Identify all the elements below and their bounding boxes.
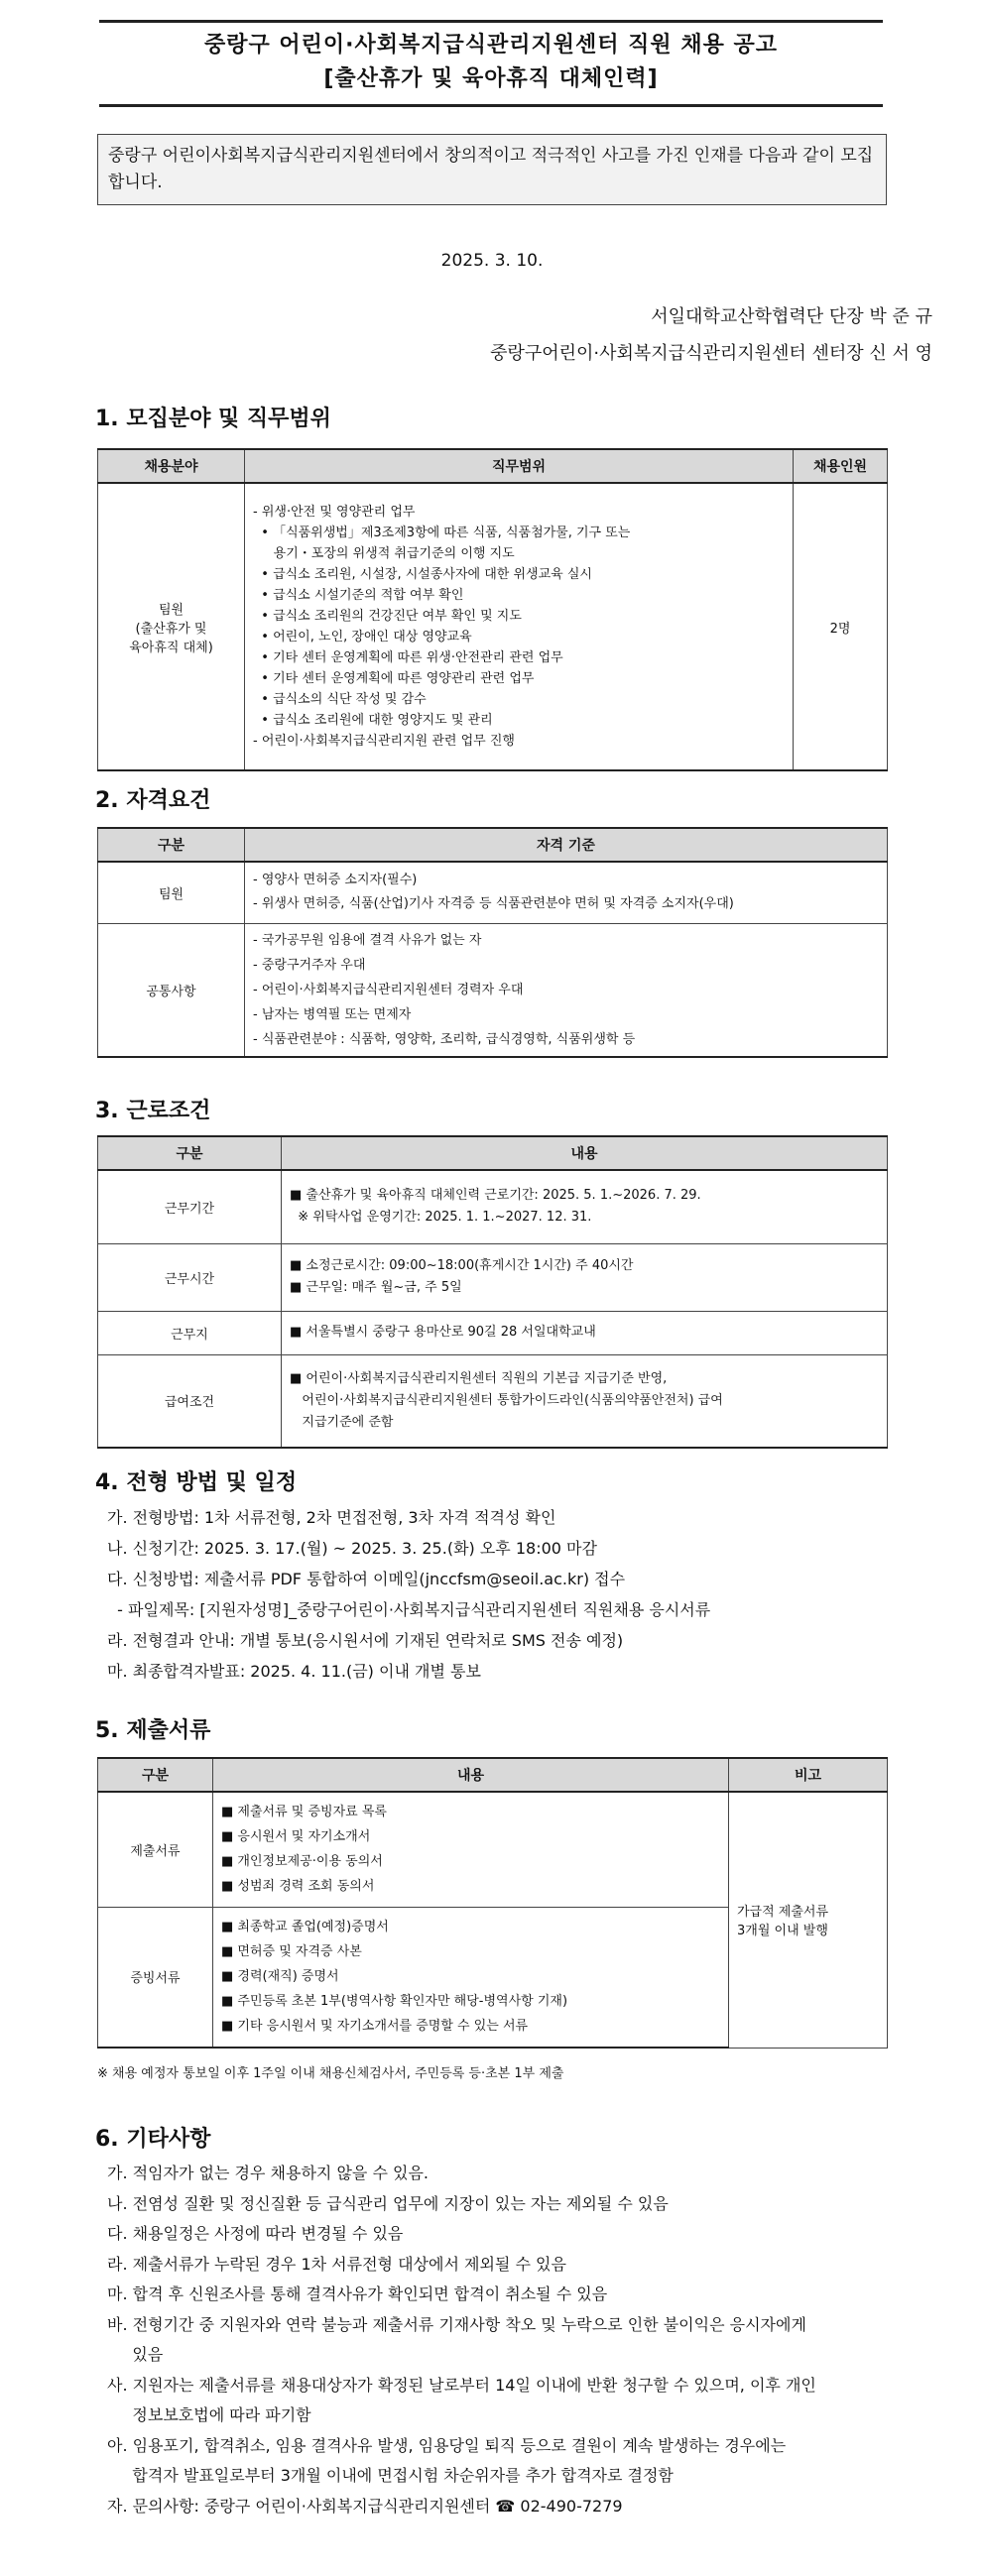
note-item: 정보보호법에 따라 파기함 [107, 2405, 311, 2424]
cond-label: 근무지 [98, 1311, 282, 1354]
other-notes-list [107, 2159, 816, 2521]
section-1-title: 1. 모집분야 및 직무범위 [95, 407, 331, 431]
duty-item: • 기타 센터 운영계획에 따른 영양관리 관련 업무 [253, 671, 535, 686]
header-count: 채용인원 [794, 449, 888, 483]
qualification-item: - 어린이·사회복지급식관리지원센터 경력자 우대 [253, 982, 524, 997]
document-item: ■ 성범죄 경력 조회 동의서 [221, 1879, 375, 1895]
duty-item: - 어린이·사회복지급식관리지원 관련 업무 진행 [253, 734, 515, 749]
duty-item: • 급식소 시설기준의 적합 여부 확인 [253, 588, 464, 603]
title-line-1: 중랑구 어린이·사회복지급식관리지원센터 직원 채용 공고 [203, 33, 779, 58]
qualification-item: - 위생사 면허증, 식품(산업)기사 자격증 등 식품관련분야 면허 및 자격증 소지자(우대) [253, 896, 734, 912]
document-title [99, 20, 883, 107]
header-duties: 직무범위 [245, 449, 794, 483]
section-2-title: 2. 자격요건 [95, 788, 211, 813]
signer-1: 서일대학교산학협력단 단장 박 준 규 [651, 306, 932, 327]
condition-item: 어린이·사회복지급식관리지원센터 통합가이드라인(식품의약품안전처) 급여 [290, 1392, 723, 1408]
header-category: 구분 [98, 1758, 213, 1792]
document-item: ■ 주민등록 초본 1부(병역사항 확인자만 해당-병역사항 기재) [221, 1994, 568, 2010]
count-cell: 2명 [794, 483, 888, 770]
condition-item: ■ 소정근로시간: 09:00~18:00(휴게시간 1시간) 주 40시간 [290, 1258, 634, 1273]
document-item: ■ 기타 응시원서 및 자기소개서를 증명할 수 있는 서류 [221, 2019, 529, 2035]
header-category: 구분 [98, 828, 245, 862]
section-5-title: 5. 제출서류 [95, 1718, 211, 1743]
title-line-2: [출산휴가 및 육아휴직 대체인력] [323, 66, 659, 91]
duty-item: 용기・포장의 위생적 취급기준의 이행 지도 [253, 546, 515, 561]
header-remark: 비고 [729, 1758, 888, 1792]
qual-label: 팀원 [98, 862, 245, 923]
duty-item: • 급식소 조리원에 대한 영양지도 및 관리 [253, 713, 493, 728]
conditions-table [97, 1135, 888, 1449]
condition-item: 지급기준에 준함 [290, 1414, 394, 1430]
duties-cell [245, 483, 794, 770]
duty-item: • 「식품위생법」제3조제3항에 따른 식품, 식품첨가물, 기구 또는 [253, 526, 631, 540]
doc-label: 제출서류 [98, 1792, 213, 1907]
selection-item: 다. 신청방법: 제출서류 PDF 통합하여 이메일(jnccfsm@seoil.ac.kr) 접수 [107, 1570, 626, 1588]
duty-item: • 급식소의 식단 작성 및 감수 [253, 692, 427, 707]
note-item: 바. 전형기간 중 지원자와 연락 불능과 제출서류 기재사항 착오 및 누락으로 인한 불이익은 응시자에게 [107, 2314, 806, 2334]
note-item: 있음 [107, 2345, 164, 2364]
intro-box: 중랑구 어린이사회복지급식관리지원센터에서 창의적이고 적극적인 사고를 가진 인재를 다음과 같이 모집합니다. [97, 134, 887, 205]
duty-item: • 어린이, 노인, 장애인 대상 영양교육 [253, 630, 472, 644]
selection-item: 마. 최종합격자발표: 2025. 4. 11.(금) 이내 개별 통보 [107, 1662, 481, 1681]
document-item: ■ 경력(재직) 증명서 [221, 1969, 339, 1985]
notice-date: 2025. 3. 10. [440, 251, 544, 271]
condition-item: ※ 위탁사업 운영기간: 2025. 1. 1.~2027. 12. 31. [290, 1210, 592, 1226]
document-item: ■ 면허증 및 자격증 사본 [221, 1944, 362, 1960]
note-item: 마. 합격 후 신원조사를 통해 결격사유가 확인되면 합격이 취소될 수 있음 [107, 2284, 608, 2303]
condition-item: ■ 어린이·사회복지급식관리지원센터 직원의 기본급 지급기준 반영, [290, 1370, 668, 1386]
documents-table [97, 1757, 888, 2049]
duty-item: • 기타 센터 운영계획에 따른 위생·안전관리 관련 업무 [253, 650, 563, 665]
documents-note: ※ 채용 예정자 통보일 이후 1주일 이내 채용신체검사서, 주민등록 등·초본 1부 제출 [97, 2066, 564, 2081]
remark-cell: 가급적 제출서류 3개월 이내 발행 [729, 1792, 888, 2048]
document-item: ■ 제출서류 및 증빙자료 목록 [221, 1805, 387, 1820]
note-item: 나. 전염성 질환 및 정신질환 등 급식관리 업무에 지장이 있는 자는 제외될 수 있음 [107, 2193, 669, 2213]
document-item: ■ 개인정보제공·이용 동의서 [221, 1854, 383, 1870]
field-cell: 팀원 (출산휴가 및 육아휴직 대체) [98, 483, 245, 770]
document-item: ■ 최종학교 졸업(예정)증명서 [221, 1920, 389, 1935]
note-item: 가. 적임자가 없는 경우 채용하지 않을 수 있음. [107, 2164, 429, 2182]
selection-item: 가. 전형방법: 1차 서류전형, 2차 면접전형, 3차 자격 적격성 확인 [107, 1508, 556, 1527]
duty-item: - 위생·안전 및 영양관리 업무 [253, 505, 416, 520]
selection-list [107, 1502, 710, 1687]
section-4-title: 4. 전형 방법 및 일정 [95, 1470, 298, 1495]
condition-item: ■ 서울특별시 중랑구 용마산로 90길 28 서일대학교내 [290, 1325, 596, 1340]
selection-item: - 파일제목: [지원자성명]_중랑구어린이·사회복지급식관리지원센터 직원채용 응시서류 [107, 1600, 711, 1619]
note-item: 합격자 발표일로부터 3개월 이내에 면접시험 차순위자를 추가 합격자로 결정함 [107, 2466, 674, 2485]
condition-item: ■ 출산휴가 및 육아휴직 대체인력 근로기간: 2025. 5. 1.~2026. 7. 29. [290, 1188, 701, 1204]
qualification-item: - 식품관련분야 : 식품학, 영양학, 조리학, 급식경영학, 식품위생학 등 [253, 1031, 636, 1047]
qualification-item: - 중랑구거주자 우대 [253, 957, 366, 973]
cond-label: 근무기간 [98, 1170, 282, 1243]
recruitment-table [97, 448, 888, 771]
duty-item: • 급식소 조리원의 건강진단 여부 확인 및 지도 [253, 609, 522, 624]
duty-item: • 급식소 조리원, 시설장, 시설종사자에 대한 위생교육 실시 [253, 567, 592, 582]
note-item: 아. 임용포기, 합격취소, 임용 결격사유 발생, 임용당일 퇴직 등으로 결원이 계속 발생하는 경우에는 [107, 2435, 787, 2455]
qualification-table [97, 827, 888, 1058]
qualification-item: - 영양사 면허증 소지자(필수) [253, 873, 418, 888]
selection-item: 나. 신청기간: 2025. 3. 17.(월) ~ 2025. 3. 25.(화) 오후 18:00 마감 [107, 1539, 597, 1558]
document-item: ■ 응시원서 및 자기소개서 [221, 1829, 371, 1845]
note-item: 사. 지원자는 제출서류를 채용대상자가 확정된 날로부터 14일 이내에 반환 청구할 수 있으며, 이후 개인 [107, 2375, 816, 2395]
section-6-title: 6. 기타사항 [95, 2127, 211, 2152]
selection-item: 라. 전형결과 안내: 개별 통보(응시원서에 기재된 연락처로 SMS 전송 예정) [107, 1631, 624, 1650]
note-item: 라. 제출서류가 누락된 경우 1차 서류전형 대상에서 제외될 수 있음 [107, 2254, 566, 2274]
header-category: 구분 [98, 1136, 282, 1170]
header-criteria: 자격 기준 [245, 828, 888, 862]
qual-label: 공통사항 [98, 923, 245, 1057]
qualification-item: - 남자는 병역필 또는 면제자 [253, 1006, 412, 1022]
header-field: 채용분야 [98, 449, 245, 483]
cond-label: 근무시간 [98, 1243, 282, 1311]
header-content: 내용 [282, 1136, 888, 1170]
section-3-title: 3. 근로조건 [95, 1099, 211, 1123]
condition-item: ■ 근무일: 매주 월~금, 주 5일 [290, 1280, 462, 1295]
cond-label: 급여조건 [98, 1354, 282, 1448]
note-item: 다. 채용일정은 사정에 따라 변경될 수 있음 [107, 2224, 404, 2243]
qualification-item: - 국가공무원 임용에 결격 사유가 없는 자 [253, 932, 482, 948]
signer-2: 중랑구어린이·사회복지급식관리지원센터 센터장 신 서 영 [490, 343, 932, 364]
doc-label: 증빙서류 [98, 1907, 213, 2048]
header-content: 내용 [213, 1758, 729, 1792]
note-item: 자. 문의사항: 중랑구 어린이·사회복지급식관리지원센터 ☎ 02-490-7279 [107, 2496, 623, 2516]
